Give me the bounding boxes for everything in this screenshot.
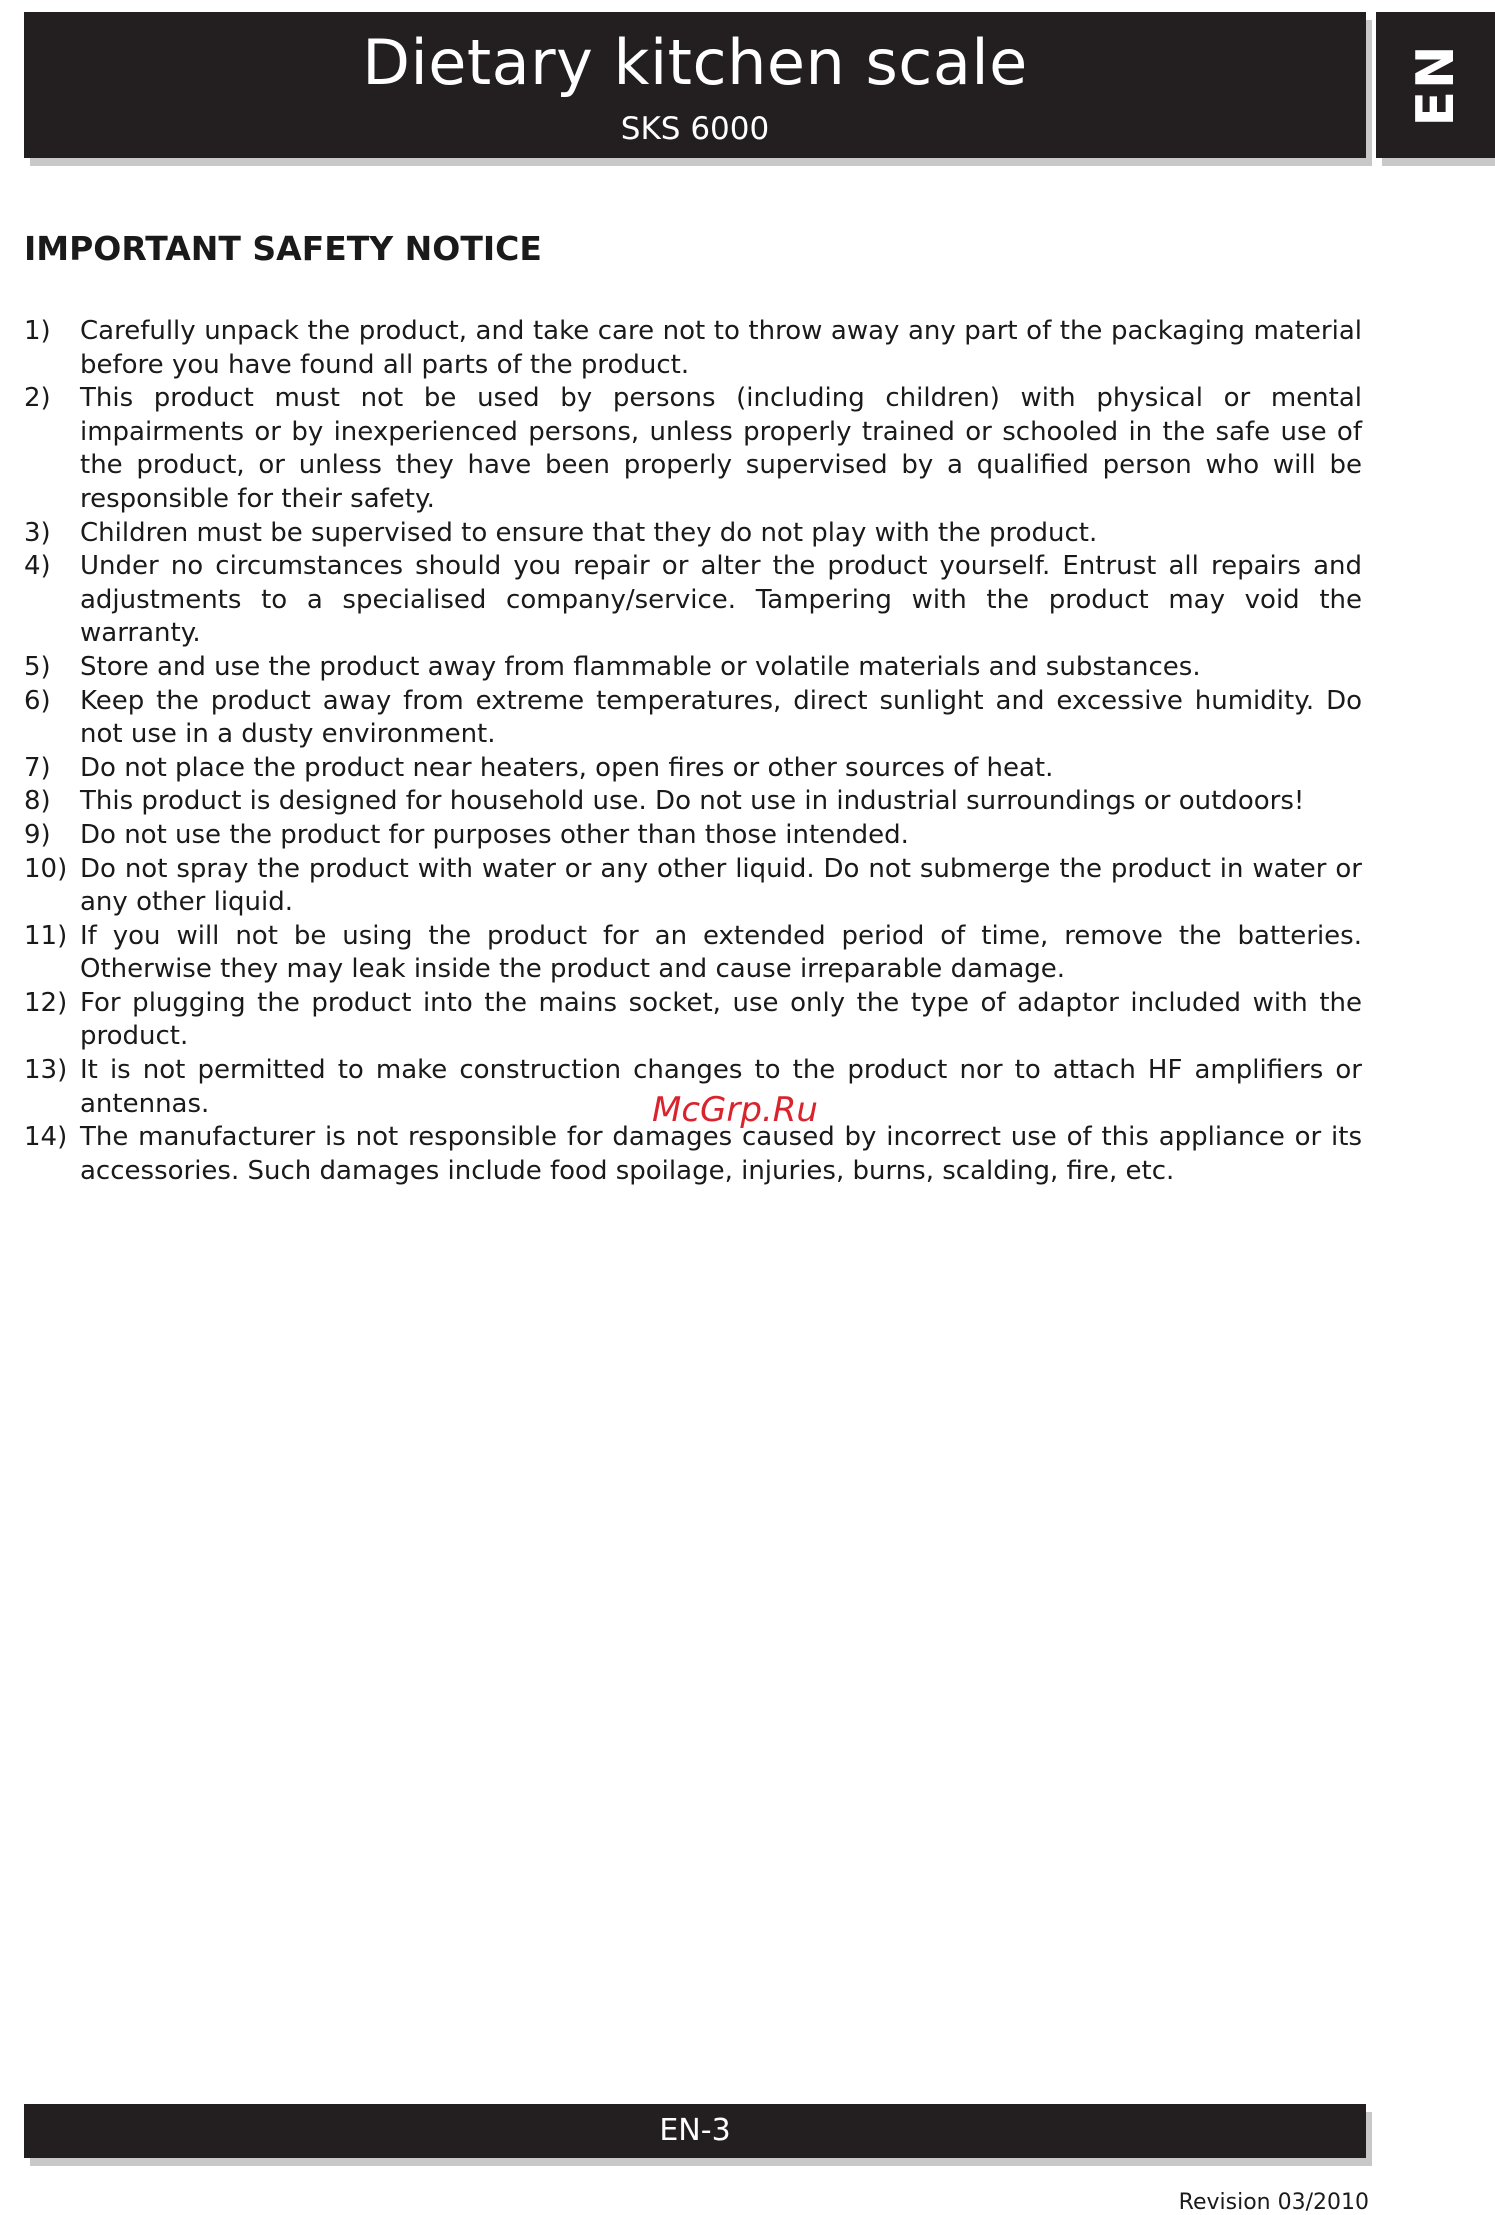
- item-text: If you will not be using the product for an extended period of time, remove the batteries. Otherwise they may leak inside the product and cause irreparable damage.: [80, 920, 1362, 985]
- list-item: [24, 853, 1362, 920]
- item-number: 11): [24, 920, 68, 951]
- item-number: 14): [24, 1122, 68, 1153]
- item-text: Children must be supervised to ensure that they do not play with the product.: [80, 517, 1098, 548]
- list-item: [24, 315, 1362, 382]
- item-text: The manufacturer is not responsible for damages caused by incorrect use of this appliance or its accessories. Such damages include food spoilage, injuries, burns, scalding, fire, etc.: [80, 1122, 1362, 1186]
- item-number: 6): [24, 685, 51, 716]
- item-text: Under no circumstances should you repair or alter the product yourself. Entrust all repairs and adjustments to a specialised company/service. Tampering with the product may void the warranty.: [80, 551, 1362, 649]
- item-text: Keep the product away from extreme temperatures, direct sunlight and excessive humidity. Do not use in a dusty environment.: [80, 685, 1362, 750]
- item-text: This product is designed for household use. Do not use in industrial surroundings or outdoors!: [80, 786, 1305, 817]
- item-text: Do not use the product for purposes other than those intended.: [80, 819, 909, 850]
- header-bar: [24, 12, 1366, 158]
- item-text: Store and use the product away from flammable or volatile materials and substances.: [80, 651, 1201, 682]
- list-item: [24, 651, 1362, 685]
- item-number: 2): [24, 383, 51, 414]
- list-item: [24, 752, 1362, 786]
- section-heading: IMPORTANT SAFETY NOTICE: [24, 229, 542, 268]
- page-number: EN-3: [659, 2113, 731, 2148]
- item-text: This product must not be used by persons (including children) with physical or mental impairments or by inexperienced persons, unless properly trained or schooled in the safe use of the product, or unless they have been properly supervised by a qualified person who will be responsible for their safety.: [80, 383, 1362, 514]
- list-item: [24, 550, 1362, 651]
- item-text: For plugging the product into the mains socket, use only the type of adaptor included with the product.: [80, 987, 1362, 1052]
- list-item: [24, 920, 1362, 987]
- item-number: 7): [24, 752, 51, 783]
- document-title: Dietary kitchen scale: [362, 26, 1028, 99]
- item-number: 10): [24, 853, 68, 884]
- list-item: [24, 1121, 1362, 1188]
- item-text: Do not place the product near heaters, open fires or other sources of heat.: [80, 752, 1054, 783]
- list-item: [24, 819, 1362, 853]
- revision-label: Revision 03/2010: [1178, 2190, 1369, 2215]
- item-number: 12): [24, 987, 68, 1018]
- safety-notice-list: [24, 315, 1362, 1188]
- item-text: Do not spray the product with water or any other liquid. Do not submerge the product in water or any other liquid.: [80, 853, 1362, 918]
- item-number: 5): [24, 651, 51, 682]
- model-number: SKS 6000: [620, 111, 770, 147]
- item-number: 13): [24, 1055, 68, 1086]
- item-number: 9): [24, 819, 51, 850]
- item-text: It is not permitted to make construction changes to the product nor to attach HF amplifiers or antennas.: [80, 1055, 1362, 1119]
- list-item: [24, 685, 1362, 752]
- language-label: EN: [1405, 43, 1466, 127]
- list-item: [24, 517, 1362, 551]
- list-item: [24, 785, 1362, 819]
- item-text: Carefully unpack the product, and take care not to throw away any part of the packaging material before you have found all parts of the product.: [80, 316, 1362, 380]
- list-item: [24, 382, 1362, 516]
- watermark: McGrp.Ru: [652, 1090, 818, 1130]
- item-number: 1): [24, 316, 51, 346]
- item-number: 4): [24, 551, 51, 582]
- footer-bar: [24, 2104, 1366, 2158]
- list-item: [24, 987, 1362, 1054]
- item-number: 8): [24, 786, 51, 817]
- language-tab: [1376, 12, 1495, 158]
- item-number: 3): [24, 517, 51, 548]
